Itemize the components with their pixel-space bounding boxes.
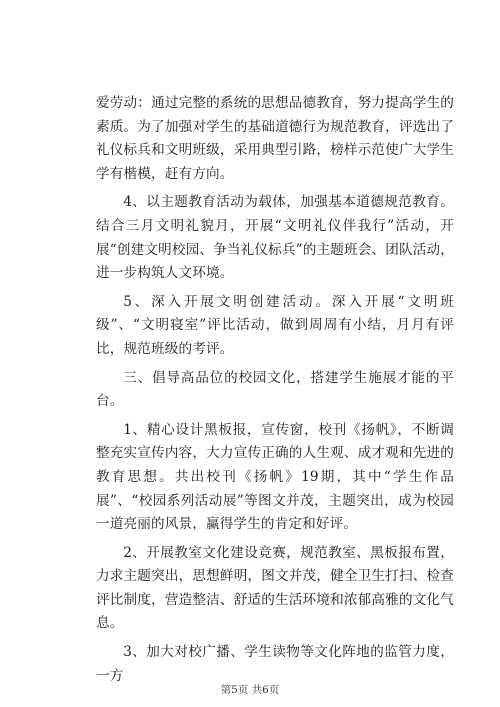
section-heading-3: 三、倡导高品位的校园文化，搭建学生施展才能的平台。 — [96, 369, 454, 410]
paragraph-item-5: 5、深入开展文明创建活动。深入开展“文明班级”、“文明寝室”评比活动，做到周周有小结，月月有评比，规范班级的考评。 — [96, 293, 454, 357]
document-body — [96, 92, 454, 688]
paragraph-continuation: 爱劳动：通过完整的系统的思想品德教育，努力提高学生的素质。为了加强对学生的基础道德行为规范教育，评选出了礼仪标兵和文明班级，采用典型引路，榜样示范使广大学生学有楷模，赶有方向。 — [96, 95, 454, 182]
paragraph-item-2: 2、开展教室文化建设竞赛，规范教室、黑板报布置，力求主题突出，思想鲜明，图文并茂，健全卫生打扫、检查评比制度，营造整洁、舒适的生活环境和浓郁高雅的文化气息。 — [96, 544, 454, 632]
paragraph-item-3: 3、加大对校广播、学生读物等文化阵地的监管力度，一方 — [96, 644, 454, 684]
page-number-footer: 第5页 共6页 — [220, 684, 280, 696]
paragraph-item-4: 4、以主题教育活动为载体，加强基本道德规范教育。结合三月文明礼貌月，开展“文明礼仪伴我行”活动，开展“创建文明校园、争当礼仪标兵”的主题班会、团队活动，进一步构筑人文环境。 — [96, 194, 454, 282]
paragraph-item-1: 1、精心设计黑板报，宣传窗，校刊《扬帆》，不断调整充实宣传内容，大力宣传正确的人生观、成才观和先进的教育思想。共出校刊《扬帆》19期，其中“学生作品展”、“校园系列活动展”等图文并茂，主题突出，成为校园一道亮丽的风景，赢得学生的肯定和好评。 — [96, 421, 454, 533]
